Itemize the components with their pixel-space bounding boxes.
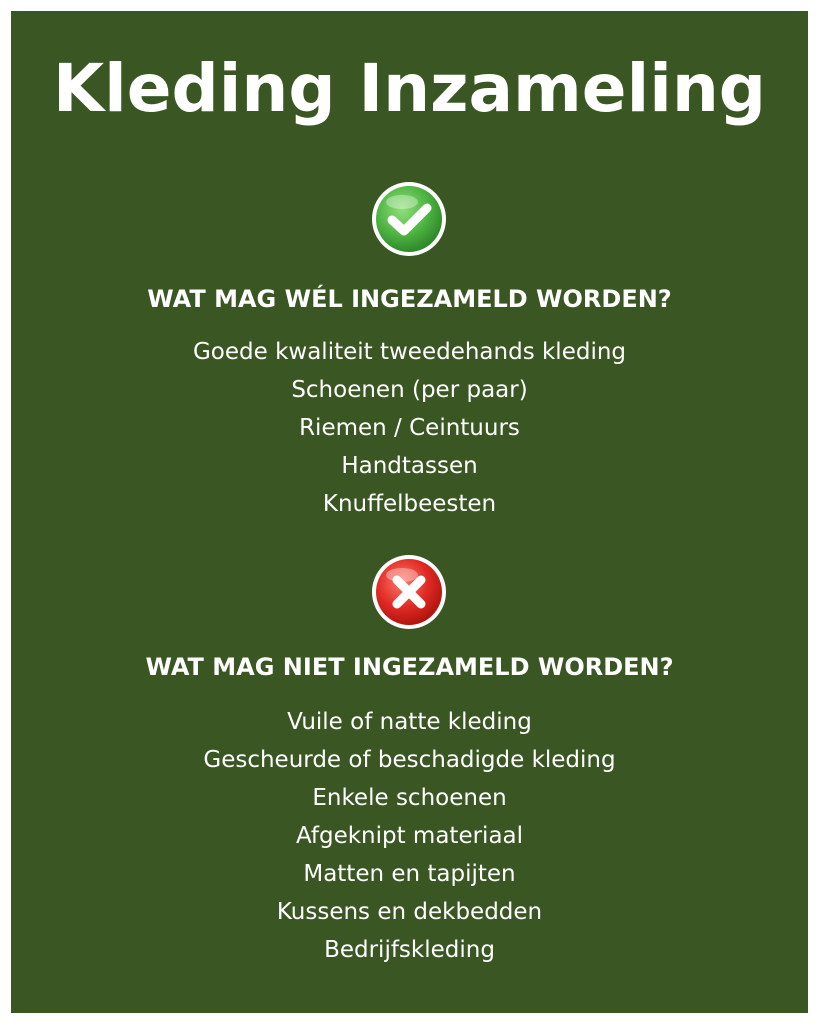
list-item: Knuffelbeesten xyxy=(322,491,497,517)
not-allowed-list xyxy=(11,703,808,969)
list-item: Matten en tapijten xyxy=(303,861,516,887)
red-cross-icon xyxy=(370,553,448,631)
page-title: Kleding Inzameling xyxy=(52,50,767,127)
not-allowed-heading: WAT MAG NIET INGEZAMELD WORDEN? xyxy=(145,653,674,681)
list-item: Kussens en dekbedden xyxy=(276,899,543,925)
list-item: Vuile of natte kleding xyxy=(287,709,532,735)
allowed-list xyxy=(11,333,808,523)
list-item: Schoenen (per paar) xyxy=(291,377,528,403)
list-item: Gescheurde of beschadigde kleding xyxy=(203,747,616,773)
list-item: Goede kwaliteit tweedehands kleding xyxy=(192,339,627,365)
list-item: Riemen / Ceintuurs xyxy=(299,415,520,441)
list-item: Handtassen xyxy=(341,453,478,479)
list-item: Afgeknipt materiaal xyxy=(295,823,524,849)
list-item: Bedrijfskleding xyxy=(324,937,495,963)
green-check-icon xyxy=(370,180,448,258)
allowed-heading: WAT MAG WÉL INGEZAMELD WORDEN? xyxy=(147,285,672,313)
list-item: Enkele schoenen xyxy=(312,785,507,811)
poster xyxy=(11,11,808,1013)
